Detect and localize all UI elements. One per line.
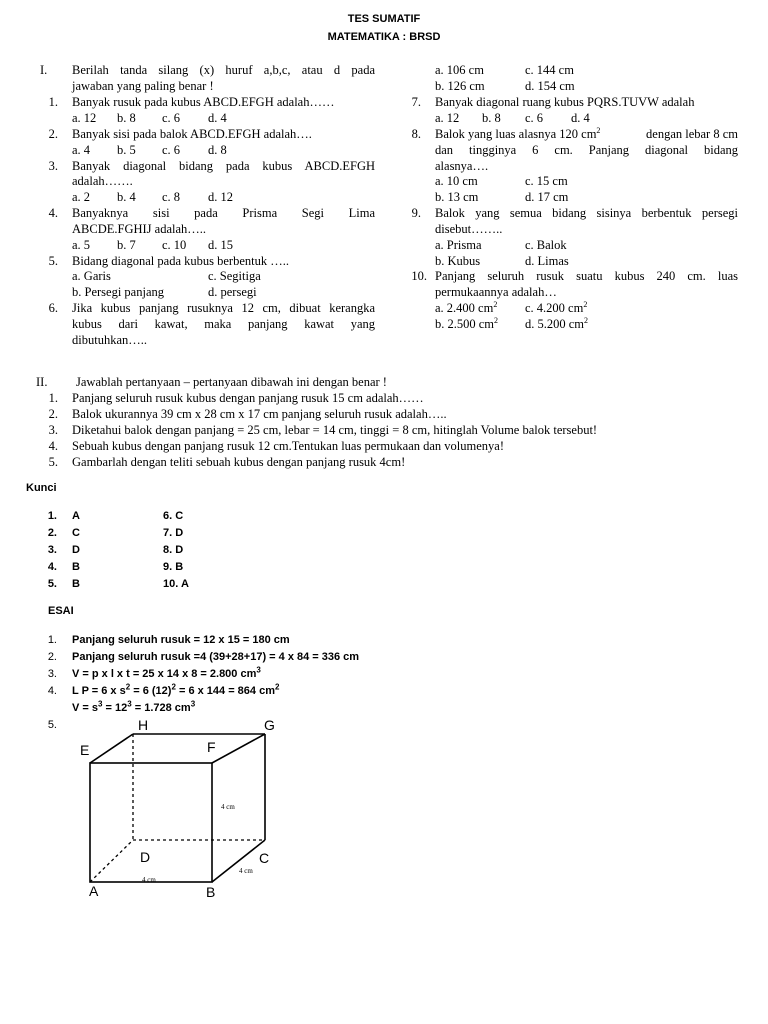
answer-number: 1. [47,510,57,522]
question-number: 7. [411,95,421,109]
option-b: b. 5 [117,143,136,157]
answer-value: 10. A [163,578,189,590]
option-c: c. 6 [162,111,181,125]
question-number: 4. [48,206,58,220]
option-d: d. 4 [571,111,590,125]
question-number: 9. [411,206,421,220]
answer-value: 7. D [163,527,184,539]
section-1-numeral: I. [40,63,48,77]
section-1-instruction-line2: jawaban yang paling benar ! [72,79,214,93]
option-c: c. 6 [162,143,181,157]
option-b: b. 2.500 $cm^2$ [435,315,499,331]
option-a: a. 106 cm [435,63,484,77]
page-title: TES SUMATIF [347,13,421,25]
option-b: b. Kubus [435,254,481,268]
option-c: c. 8 [162,190,181,204]
answer-number: 5. [47,578,57,590]
option-d: d. persegi [208,285,257,299]
question-text-line1: Balok yang luas alasnya 120 $cm^2$ dengan lebar 8 cm [435,125,738,141]
list-item: Sebuah kubus dengan panjang rusuk 12 cm.Tentukan luas permukaan dan volumenya! [72,439,505,453]
vertex-label-a: A [89,883,99,899]
answer-number: 4. [47,561,57,573]
dimension-label-width: 4 cm [142,876,156,884]
option-d: d. 154 cm [525,79,575,93]
option-c: c. 144 cm [525,63,574,77]
option-c: c. 6 [525,111,544,125]
vertex-label-b: B [206,884,216,900]
essay-number: 5. [47,719,57,731]
option-b: b. 7 [117,238,136,252]
option-b: b. Persegi panjang [72,285,164,299]
option-a: a. Prisma [435,238,482,252]
option-a: a. Garis [72,269,111,283]
answer-value: 8. D [163,544,184,556]
option-a: a. 10 cm [435,174,478,188]
option-c: c. 15 cm [525,174,568,188]
answer-number: 3. [47,544,57,556]
essay-line: $V = s^3 = 12^3 = 1.728$ $cm^3$ [72,699,196,714]
question-text-line2: ABCDE.FGHIJ adalah….. [72,222,207,236]
question-text-line3: dibutuhkan….. [72,333,147,347]
option-a: a. 2.400 $cm^2$ [435,299,498,315]
section-2-instruction: Jawablah pertanyaan – pertanyaan dibawah ini dengan benar ! [76,375,387,389]
question-text-line1: Balok yang semua bidang sisinya berbentuk persegi [435,206,738,220]
option-b: b. 126 cm [435,79,485,93]
option-c: c. 10 [162,238,187,252]
question-text-line2: permukaannya adalah… [435,285,557,299]
question-text-line2: dan tingginya 6 cm. Panjang diagonal bidang [435,143,738,157]
answer-value: A [72,510,80,522]
list-item-number: 3. [48,423,58,437]
question-text-line1: Jika kubus panjang rusuknya 12 cm, dibuat kerangka [72,301,375,315]
answer-value: B [72,561,80,573]
section-1-instruction-line1: Berilah tanda silang (x) huruf a,b,c, atau d pada [72,63,375,77]
question-number: 2. [48,127,58,141]
option-d: d. 5.200 $cm^2$ [525,315,589,331]
question-text: Banyak sisi pada balok ABCD.EFGH adalah…. [72,127,312,141]
option-a: a. 12 [72,111,97,125]
question-number: 5. [48,254,58,268]
option-d: d. 15 [208,238,233,252]
option-d: d. 17 cm [525,190,569,204]
essay-number: 4. [47,685,57,697]
essay-number: 3. [47,668,57,680]
vertex-label-f: F [207,739,216,755]
dimension-label-height: 4 cm [221,803,235,811]
vertex-label-g: G [264,717,275,733]
question-text-line3: alasnya…. [435,159,489,173]
vertex-label-d: D [140,849,151,865]
answer-value: D [72,544,80,556]
question-text-line1: Banyak diagonal bidang pada kubus ABCD.EFGH [72,159,375,173]
essay-line: V = p x l x t = 25 x 14 x 8 = 2.800 $cm^3$ [72,665,261,680]
question-text: Banyak rusuk pada kubus ABCD.EFGH adalah…… [72,95,335,109]
question-number: 8. [411,127,421,141]
answer-key-title: Kunci [26,482,57,494]
answer-value: 6. C [163,510,184,522]
question-text-line2: disebut…….. [435,222,503,236]
option-d: d. 12 [208,190,233,204]
answer-value: 9. B [163,561,184,573]
option-a: a. 2 [72,190,91,204]
list-item: Gambarlah dengan teliti sebuah kubus dengan panjang rusuk 4cm! [72,455,406,469]
list-item: Panjang seluruh rusuk kubus dengan panjang rusuk 15 cm adalah…… [72,391,424,405]
list-item: Balok ukurannya 39 cm x 28 cm x 17 cm panjang seluruh rusuk adalah….. [72,407,447,421]
option-b: b. 8 [482,111,501,125]
option-a: a. 12 [435,111,460,125]
question-text: Banyak diagonal ruang kubus PQRS.TUVW adalah [435,95,695,109]
option-c: c. Balok [525,238,567,252]
option-c: c. Segitiga [208,269,261,283]
option-d: d. 4 [208,111,227,125]
dimension-label-depth: 4 cm [239,867,253,875]
option-a: a. 4 [72,143,91,157]
essay-number: 1. [47,634,57,646]
list-item: Diketahui balok dengan panjang = 25 cm, lebar = 14 cm, tinggi = 8 cm, hitinglah Volume balok tersebut! [72,423,598,437]
option-a: a. 5 [72,238,91,252]
question-text-line2: kubus dari kawat, maka panjang kawat yang [72,317,375,331]
answer-number: 2. [47,527,57,539]
question-number: 3. [48,159,58,173]
question-text: Bidang diagonal pada kubus berbentuk ….. [72,254,289,268]
essay-number: 2. [47,651,57,663]
option-d: d. 8 [208,143,227,157]
essay-line: Panjang seluruh rusuk =4 (39+28+17) = 4 x 84 = 336 cm [72,651,360,663]
option-c: c. 4.200 $cm^2$ [525,299,588,315]
essay-line: Panjang seluruh rusuk = 12 x 15 = 180 cm [72,634,290,646]
vertex-label-c: C [259,850,270,866]
essay-title: ESAI [48,605,74,617]
option-b: b. 8 [117,111,136,125]
vertex-label-h: H [138,717,149,733]
option-b: b. 4 [117,190,136,204]
cube-diagram [60,716,290,902]
essay-line: L P = 6 x $s^2 = 6$ $(12)^2 = 6$ x 144 = 864 $cm^2$ [72,682,280,697]
option-d: d. Limas [525,254,569,268]
list-item-number: 1. [48,391,58,405]
option-b: b. 13 cm [435,190,479,204]
question-text-line1: Banyaknya sisi pada Prisma Segi Lima [72,206,375,220]
section-2-numeral: II. [36,375,48,389]
question-number: 1. [48,95,58,109]
vertex-label-e: E [80,742,90,758]
list-item-number: 4. [48,439,58,453]
list-item-number: 5. [48,455,58,469]
list-item-number: 2. [48,407,58,421]
page-subtitle: MATEMATIKA : BRSD [327,31,441,43]
question-number: 10. [411,269,427,283]
answer-value: C [72,527,80,539]
question-number: 6. [48,301,58,315]
question-text-line2: adalah……. [72,174,133,188]
question-text-line1: Panjang seluruh rusuk suatu kubus 240 cm. luas [435,269,738,283]
answer-value: B [72,578,80,590]
